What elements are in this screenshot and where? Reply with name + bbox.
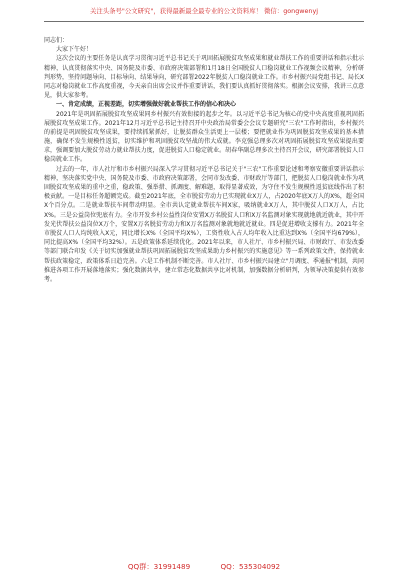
header-divider [44, 21, 364, 22]
section-heading: 一、肯定成绩，正视差距，切实增强做好就业帮扶工作的信心和决心 [56, 101, 237, 109]
paragraph-2021: 2021年是巩固拓展脱贫攻坚成果同乡村振兴有效衔接的起步之年。以习近平总书记为核心的党中央高度重视巩固拓展脱贫攻坚成果工作。2021年12月习近平总书记主持召开中央政治局常委会会议专题研究"三农"工作时指出，乡村振兴的前提是巩固脱贫攻坚成果，要持续抓紧抓好，让脱贫群众生活更上一层楼；要把就业作为巩固脱贫攻坚成果的基本措施，确保不发生规模性返贫，切实维护和巩固脱贫攻坚战的伟大成就。李克强总理多次对巩固拓展脱贫攻坚成果提出要求，强调要加大脱贫劳动力就业帮扶力度，促进脱贫人口稳定就业。胡春华副总理多次主持召开会议，研究部署脱贫人口稳岗就业工作。 [44, 110, 364, 164]
greeting: 大家下午好！ [56, 46, 93, 54]
header-banner: 关注头条号"公文研究"，获得最新最全最专业的公文资料库！ 微信：gongwenyj [89, 7, 319, 15]
footer-qq-group: QQ群：31991489 [127, 562, 191, 571]
footer-contact [0, 562, 408, 572]
footer-qq-number: QQ：535304092 [220, 562, 281, 571]
paragraph-intro: 这次会议的主要任务是认真学习贯彻习近平总书记关于巩固拓展脱贫攻坚成果和就业帮扶工作的重要讲话和指示批示精神，认真贯彻落实中央、国务院及市委、市政府决策部署和1月18日全国脱贫人口稳岗就业工作视频会议精神，分析研判形势，坚持问题导向、目标导向、结果导向，研究部署2022年脱贫人口稳岗就业工作。市乡村振兴局党组书记、局长X同志对稳岗就业工作高度重视，今天亲自出席会议并作重要讲话，我们要认真抓好贯彻落实。根据会议安排，我讲三点意见，供大家参考。 [44, 55, 364, 100]
salutation: 同志们： [44, 37, 69, 44]
paragraph-past-year: 过去的一年，市人社厅和市乡村振兴局深入学习贯彻习近平总书记关于"三农"工作重要论述和考察安徽重要讲话指示精神，坚决落实党中央、国务院及市委、市政府决策部署，会同市发改委、市财政厅等部门，把脱贫人口稳岗就业作为巩固脱贫攻坚成果的重中之重，稳政策、强举措、抓调度、解难题，取得显著成效，为守住不发生规模性返贫底线作出了积极贡献。一是目标任务超额完成。截至2021年底，全市脱贫劳动力已实现就业X万人，占2020年底X万人的X%，超全国X个百分点。二是就业帮扶车间带动明显。全市共认定就业帮扶车间X家，吸纳就业X万人，其中脱贫人口X万人，占比X%。三是公益岗位兜底有力。全市开发乡村公益性岗位安置X万名脱贫人口和X万名监测对象实现就地就近就业，其中开发光伏帮扶公益岗位X万个，安置X万名脱贫劳动力和X万名监测对象就地就近就业。四是促进增收支撑有力。2021年全市脱贫人口人均纯收入X元，同比增长X%（全国平均X%），工资性收入占人均年收入比重达到X%（全国平均679%），同比提高X%（全国平均32%）。五是政策体系延续优化。2021年以来，市人社厅、市乡村振兴局、市财政厅、市发改委等部门联合印发《关于切实加强就业帮扶巩固拓展脱贫攻坚成果助力乡村振兴的实施意见》等一系列政策文件，保持就业帮扶政策稳定，政策体系日趋完善。六是工作机制不断完善。市人社厅、市乡村振兴局建立"月调度、季通报"机制，共同推进各项工作开展落地落实；强化数据共享，建立常态化数据共享比对机制，加强数据分析研判，为领导决策提供有效参考。 [44, 165, 364, 283]
document-body [44, 30, 364, 554]
